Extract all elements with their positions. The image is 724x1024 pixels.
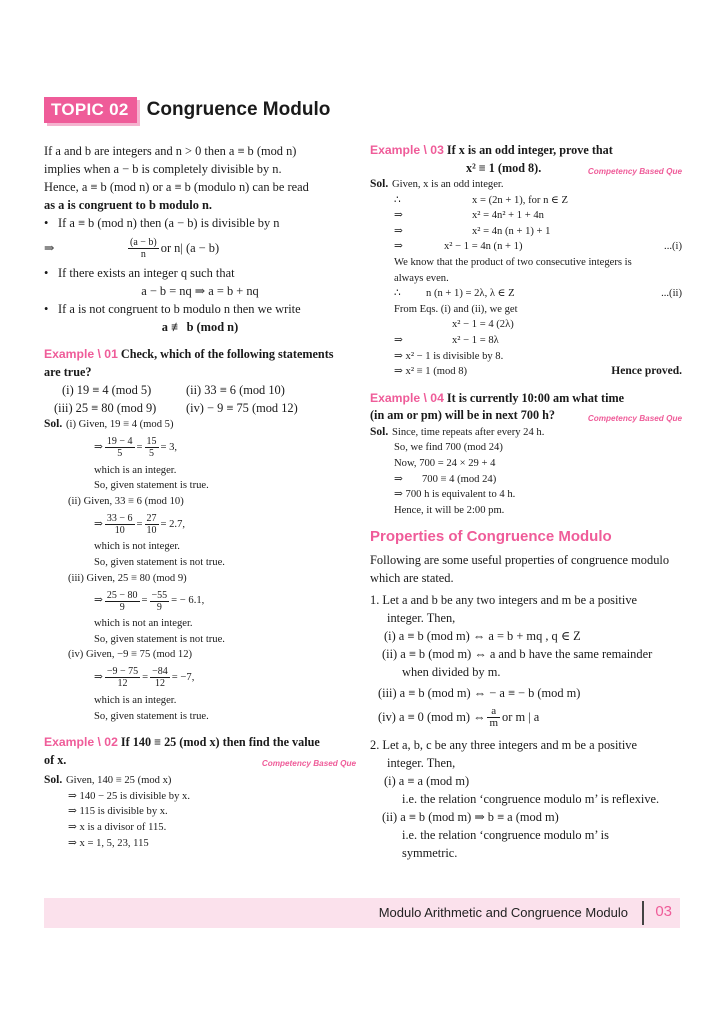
result: = − 6.1, — [171, 595, 205, 607]
intro-line: If a and b are integers and n > 0 then a ≡ b (mod n) — [44, 144, 297, 158]
rule-text: (iv) a ≡ 0 (mod m) ⇔ — [378, 710, 486, 725]
left-column — [44, 142, 356, 851]
question-text: are true? — [44, 364, 92, 379]
question-text: If x is an odd integer, prove that — [446, 143, 613, 157]
property-rule: (ii) a ≡ b (mod m) ⇔ a and b have the same remainder — [382, 647, 653, 662]
example-1-solution — [44, 417, 356, 724]
solution-line: x² = 4n² + 1 + 4n — [472, 210, 544, 222]
solution-line: (iii) Given, 25 ≡ 80 (mod 9) — [68, 572, 187, 584]
solution-line: We know that the product of two consecutive integers is — [394, 256, 632, 268]
solution-line: (iv) Given, −9 ≡ 75 (mod 12) — [68, 649, 193, 661]
solution-line: x = (2n + 1), for n ∈ Z — [472, 194, 568, 206]
solution-line: From Eqs. (i) and (ii), we get — [394, 303, 518, 315]
property-item: 1. Let a and b be any two integers and m be a positive — [370, 593, 638, 608]
question-text: It is currently 10:00 am what time — [446, 390, 625, 405]
solution-line: always even. — [394, 272, 449, 284]
intro-text — [44, 142, 356, 336]
numerator: a — [487, 706, 500, 718]
solution-line: ⇒ 700 h is equivalent to 4 h. — [394, 489, 516, 501]
solution-label: Sol. — [44, 774, 63, 787]
solution-line: n (n + 1) = 2λ, λ ∈ Z — [426, 288, 515, 300]
property-rule — [370, 702, 682, 732]
section-title: Properties of Congruence Modulo — [370, 528, 612, 546]
denominator: 10 — [146, 524, 157, 536]
solution-line: x² = 4n (n + 1) + 1 — [472, 225, 551, 237]
example-label: Example \ 04 — [370, 390, 444, 405]
symbol: ∴ — [394, 194, 401, 206]
option: (ii) 33 ≡ 6 (mod 10) — [186, 383, 285, 397]
symbol: ⇒ — [394, 225, 403, 237]
page-footer — [44, 898, 680, 928]
option: (iii) 25 ≡ 80 (mod 9) — [54, 401, 157, 415]
fraction — [128, 237, 159, 260]
solution-line: x² − 1 = 8λ — [452, 334, 499, 346]
rule-text: or m | a — [502, 710, 540, 725]
solution-line: Given, x is an odd integer. — [392, 179, 504, 190]
solution-line: (ii) Given, 33 ≡ 6 (mod 10) — [68, 495, 184, 507]
solution-line: which is not an integer. — [94, 618, 193, 630]
example-2-question — [44, 734, 356, 769]
fraction-line — [44, 232, 356, 264]
property-item: integer. Then, — [387, 756, 456, 771]
question-text: x² ≡ 1 (mod 8). — [466, 160, 542, 175]
option: (i) 19 ≡ 4 (mod 5) — [62, 383, 152, 397]
property-item: integer. Then, — [387, 611, 456, 626]
solution-line: Hence, it will be 2:00 pm. — [394, 504, 505, 516]
symbol: ⇒ — [394, 473, 403, 485]
competency-tag: Competency Based Que — [587, 166, 682, 176]
example-2-solution — [44, 773, 356, 851]
solution-line: So, given statement is true. — [94, 480, 209, 492]
solution-line: 700 ≡ 4 (mod 24) — [422, 473, 497, 485]
solution-label: Sol. — [370, 425, 389, 438]
numerator: −84 — [152, 666, 168, 678]
numerator: (a − b) — [130, 236, 157, 248]
competency-tag: Competency Based Que — [261, 758, 356, 768]
solution-label: Sol. — [370, 178, 389, 190]
example-3-solution — [370, 177, 682, 380]
right-column — [370, 142, 682, 862]
solution-label: Sol. — [44, 418, 63, 430]
property-rule: i.e. the relation ‘congruence modulo m’ is — [402, 828, 609, 843]
property-rule: when divided by m. — [402, 665, 501, 680]
symbol: ⇒ — [394, 210, 403, 222]
solution-fraction: ⇒ $\frac{25 - 80}{9}$ = $\frac{-55}{9}$ = − 6.1, — [94, 589, 205, 613]
denominator: 5 — [149, 448, 155, 460]
solution-line: which is not integer. — [94, 541, 180, 553]
competency-tag: Competency Based Que — [587, 414, 682, 424]
property-rule: (i) a ≡ a (mod m) — [384, 774, 470, 789]
properties-intro: Following are some useful properties of congruence modulo — [370, 553, 670, 568]
numerator: 25 − 80 — [106, 589, 138, 601]
example-4-question — [370, 390, 682, 425]
denominator: 9 — [119, 601, 125, 613]
denominator: 12 — [117, 678, 128, 690]
properties-list — [370, 551, 682, 862]
solution-fraction: ⇒ $\frac{-9 - 75}{12}$ = $\frac{-84}{12}$ = −7, — [94, 666, 195, 690]
topic-badge: TOPIC 02 — [44, 97, 137, 123]
solution-line: ⇒ x² ≡ 1 (mod 8) — [394, 366, 468, 378]
solution-line: ⇒ x is a divisor of 115. — [68, 821, 167, 833]
result: = 2.7, — [160, 518, 186, 530]
solution-line: x² − 1 = 4n (n + 1) — [444, 241, 523, 253]
topic-title: Congruence Modulo — [146, 99, 331, 120]
solution-line: So, given statement is not true. — [94, 556, 225, 568]
intro-line: Hence, a ≡ b (mod n) or a ≡ b (modulo n) can be read — [44, 180, 309, 194]
solution-fraction: ⇒ $\frac{19 - 4}{5}$ = $\frac{15}{5}$ = 3, — [94, 436, 178, 460]
numerator: −55 — [151, 589, 168, 601]
example-1-options — [44, 381, 356, 417]
intro-line: as a is congruent to b modulo n. — [44, 198, 212, 212]
solution-line: ⇒ x² − 1 is divisible by 8. — [394, 350, 504, 362]
solution-line: Now, 700 = 24 × 29 + 4 — [394, 457, 496, 469]
equation: a ≢ b (mod n) — [161, 320, 239, 334]
numerator: 19 − 4 — [106, 436, 133, 448]
numerator: 15 — [146, 436, 157, 448]
question-text: Check, which of the following statements — [120, 347, 334, 361]
denominator: 5 — [117, 448, 123, 460]
denominator: m — [489, 716, 499, 729]
equation-tag: ...(i) — [664, 241, 682, 253]
denominator: 12 — [154, 678, 165, 690]
equation-tag: ...(ii) — [661, 288, 682, 300]
solution-fraction: ⇒ $\frac{33 - 6}{10}$ = $\frac{27}{10}$ = 2.7, — [94, 512, 186, 536]
solution-line: ⇒ 115 is divisible by x. — [68, 806, 168, 818]
question-text: If 140 ≡ 25 (mod x) then find the value — [120, 735, 320, 750]
symbol: ⇒ — [394, 241, 403, 253]
symbol: ⇒ — [394, 334, 403, 346]
solution-line: x² − 1 = 4 (2λ) — [452, 319, 514, 331]
solution-line: ⇒ 140 − 25 is divisible by x. — [68, 790, 190, 802]
result: = 3, — [160, 441, 178, 453]
property-rule: i.e. the relation ‘congruence modulo m’ is reflexive. — [402, 792, 660, 807]
solution-line: which is an integer. — [94, 464, 177, 476]
question-text: of x. — [44, 752, 67, 767]
properties-intro: which are stated. — [370, 571, 454, 586]
page-number: 03 — [655, 903, 672, 920]
footer-divider — [642, 901, 644, 925]
topic-heading — [44, 97, 330, 123]
solution-line: which is an integer. — [94, 694, 177, 706]
solution-line: (i) Given, 19 ≡ 4 (mod 5) — [66, 419, 174, 430]
fraction-tail: or n| (a − b) — [160, 241, 220, 255]
bullet-item: • If a is not congruent to b modulo n then we write — [44, 300, 356, 318]
solution-line: Given, 140 ≡ 25 (mod x) — [66, 775, 172, 787]
example-1-question — [44, 346, 356, 381]
intro-line: implies when a − b is completely divisible by n. — [44, 162, 282, 176]
bullet-item: • If a ≡ b (mod n) then (a − b) is divisible by n — [44, 214, 356, 232]
solution-line: So, we find 700 (mod 24) — [394, 442, 503, 454]
property-rule: (ii) a ≡ b (mod m) ⇒ b ≡ a (mod m) — [382, 810, 559, 825]
symbol: ∴ — [394, 288, 401, 300]
property-rule: symmetric. — [402, 846, 458, 861]
solution-line: ⇒ x = 1, 5, 23, 115 — [68, 837, 149, 849]
numerator: 27 — [146, 512, 157, 524]
solution-line: So, given statement is not true. — [94, 633, 225, 645]
result: = −7, — [171, 672, 195, 684]
option: (iv) − 9 ≡ 75 (mod 12) — [186, 401, 298, 415]
solution-line: So, given statement is true. — [94, 710, 209, 722]
numerator: −9 − 75 — [106, 666, 139, 678]
example-label: Example \ 02 — [44, 735, 118, 750]
example-3-question — [370, 142, 682, 177]
equation: a − b = nq ⇒ a = b + nq — [141, 284, 259, 298]
denominator: 10 — [114, 524, 125, 536]
denominator: 9 — [156, 601, 162, 613]
property-rule: (i) a ≡ b (mod m) ⇔ a = b + mq , q ∈ Z — [384, 629, 581, 644]
implies-symbol: ⇒ — [44, 241, 55, 255]
hence-proved: Hence proved. — [611, 365, 682, 378]
numerator: 33 − 6 — [106, 512, 133, 524]
example-label: Example \ 01 — [44, 347, 118, 361]
property-rule: (iii) a ≡ b (mod m) ⇔ − a ≡ − b (mod m) — [378, 686, 581, 701]
footer-title: Modulo Arithmetic and Congruence Modulo — [378, 905, 628, 920]
example-4-solution — [370, 425, 682, 519]
question-text: (in am or pm) will be in next 700 h? — [370, 408, 555, 423]
solution-line: Since, time repeats after every 24 h. — [392, 426, 545, 438]
denominator: n — [140, 248, 146, 260]
property-item: 2. Let a, b, c be any three integers and m be a positive — [370, 738, 637, 753]
example-label: Example \ 03 — [370, 143, 444, 157]
bullet-item: • If there exists an integer q such that — [44, 264, 356, 282]
